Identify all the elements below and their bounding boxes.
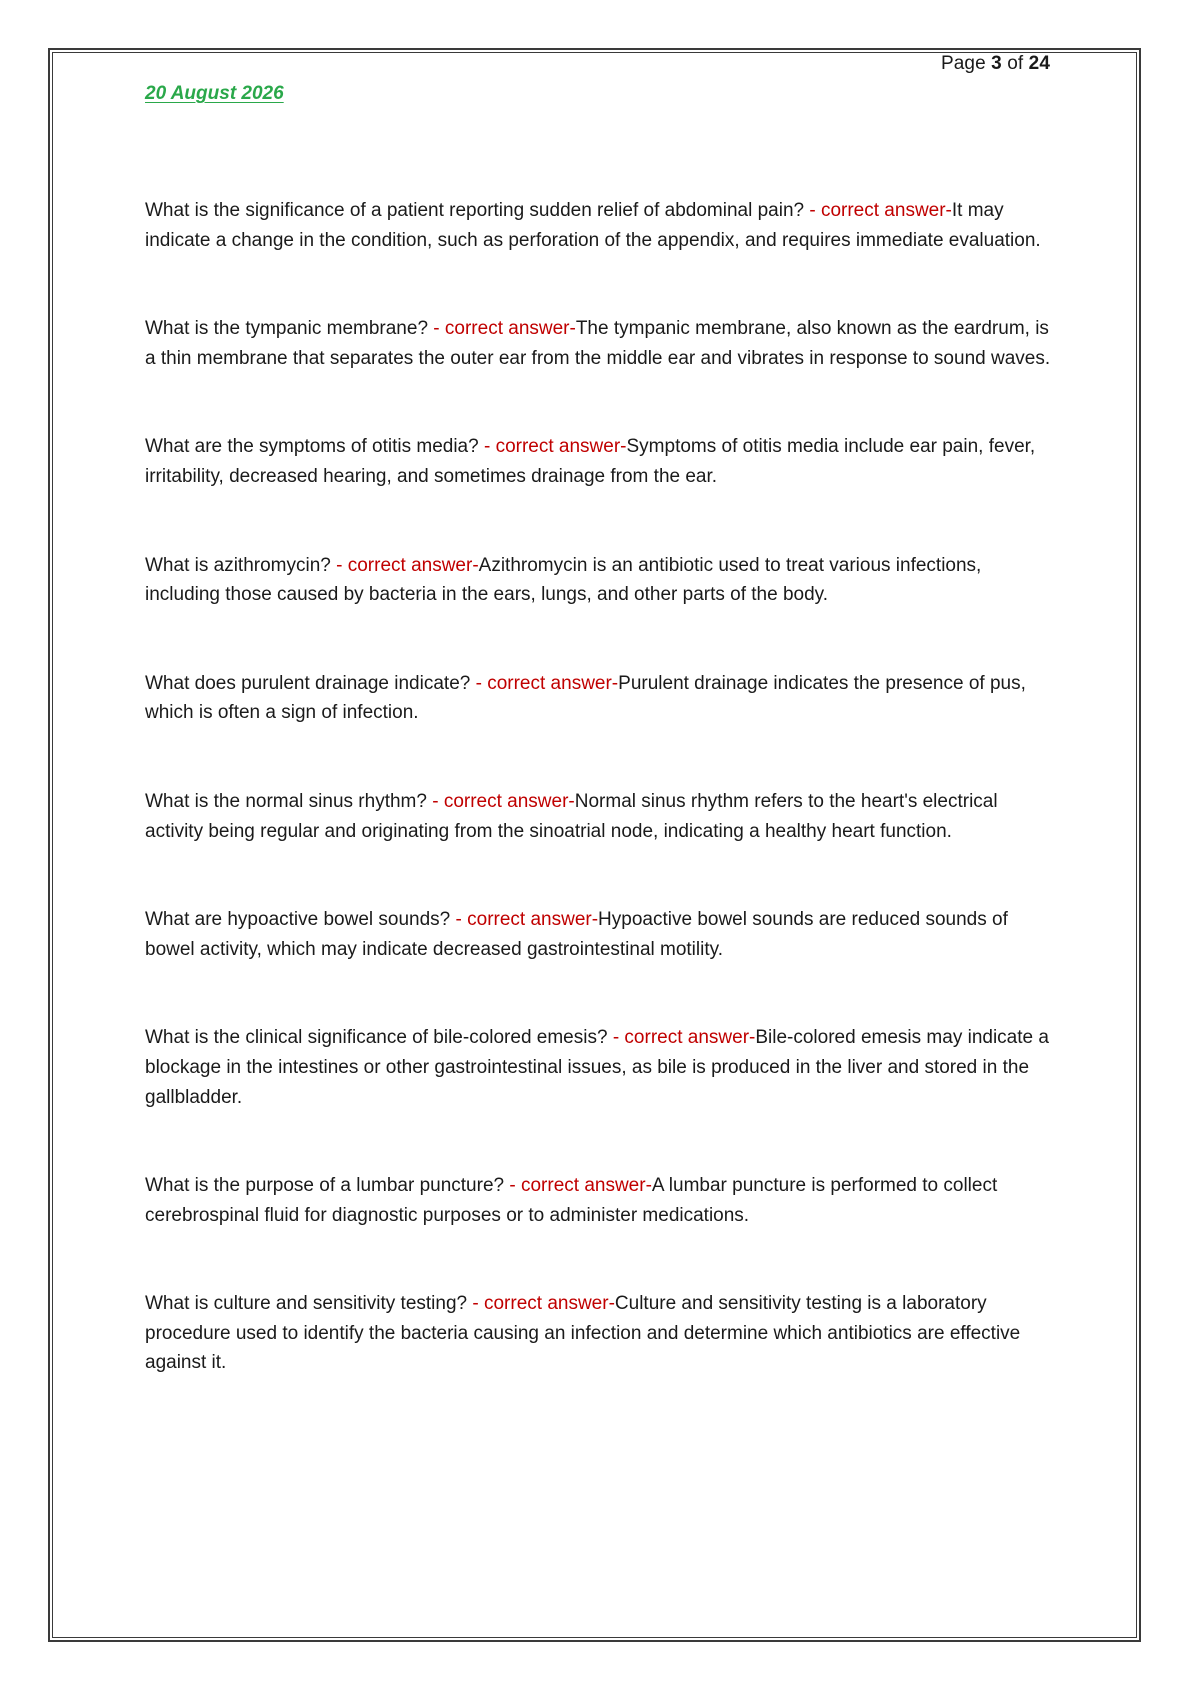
page-current: 3	[991, 53, 1002, 74]
page-number	[941, 53, 1050, 75]
answer-text: Normal sinus rhythm refers to the heart's electrical activity being regular and originating from the sinoatrial node, indicating a healthy heart function.	[145, 790, 998, 842]
answer-text: Azithromycin is an antibiotic used to treat various infections, including those caused by bacteria in the ears, lungs, and other parts of the body.	[145, 554, 982, 606]
document-date: 20 August 2026	[145, 83, 284, 104]
answer-separator: - correct answer-	[472, 1293, 615, 1315]
answer-text: Culture and sensitivity testing is a laboratory procedure used to identify the bacteria causing an infection and determine which antibiotics are effective against it.	[145, 1293, 1021, 1374]
question-text: What are the symptoms of otitis media?	[145, 436, 484, 458]
answer-text: A lumbar puncture is performed to collect cerebrospinal fluid for diagnostic purposes or to administer medications.	[145, 1175, 998, 1226]
qa-item	[145, 314, 1057, 373]
question-text: What is the purpose of a lumbar puncture?	[145, 1175, 510, 1197]
question-text: What is the clinical significance of bile-colored emesis?	[145, 1027, 613, 1049]
answer-text: Hypoactive bowel sounds are reduced sounds of bowel activity, which may indicate decreased gastrointestinal motility.	[145, 909, 1008, 960]
answer-separator: - correct answer-	[455, 909, 599, 931]
answer-separator: - correct answer-	[483, 436, 627, 458]
page-total: 24	[1028, 53, 1050, 74]
answer-text: Symptoms of otitis media include ear pain, fever, irritability, decreased hearing, and sometimes drainage from the ear.	[145, 436, 1036, 487]
question-text: What does purulent drainage indicate?	[145, 672, 476, 694]
question-text: What is the normal sinus rhythm?	[145, 790, 433, 812]
answer-separator: - correct answer-	[432, 790, 575, 812]
question-text: What is culture and sensitivity testing?	[145, 1293, 473, 1315]
qa-item	[145, 1171, 1057, 1230]
question-text: What is azithromycin?	[145, 554, 337, 576]
page-of: of	[1007, 53, 1024, 74]
qa-item	[145, 669, 1057, 728]
answer-separator: - correct answer-	[336, 554, 479, 576]
qa-item	[145, 551, 1057, 610]
page-label: Page	[940, 53, 986, 74]
answer-text: The tympanic membrane, also known as the eardrum, is a thin membrane that separates the outer ear from the middle ear and vibrates in response to sound waves.	[145, 318, 1051, 369]
qa-item	[145, 905, 1057, 964]
answer-text: Purulent drainage indicates the presence of pus, which is often a sign of infection.	[145, 672, 1026, 724]
qa-item	[145, 432, 1057, 491]
answer-text: Bile-colored emesis may indicate a blockage in the intestines or other gastrointestinal issues, as bile is produced in the liver and stored in the gallbladder.	[145, 1027, 1049, 1108]
answer-separator: - correct answer-	[433, 318, 576, 340]
qa-item	[145, 1023, 1057, 1112]
answer-separator: - correct answer-	[509, 1175, 652, 1197]
answer-text: It may indicate a change in the condition, such as perforation of the appendix, and requires immediate evaluation.	[145, 200, 1041, 251]
answer-separator: - correct answer-	[612, 1027, 756, 1049]
question-text: What is the tympanic membrane?	[145, 318, 434, 340]
qa-item	[145, 1289, 1057, 1378]
qa-list	[145, 196, 1057, 1378]
qa-item	[145, 787, 1057, 846]
qa-item	[145, 196, 1057, 255]
answer-separator: - correct answer-	[475, 672, 619, 694]
question-text: What are hypoactive bowel sounds?	[145, 909, 456, 931]
answer-separator: - correct answer-	[809, 200, 952, 221]
question-text: What is the significance of a patient reporting sudden relief of abdominal pain?	[145, 200, 810, 221]
